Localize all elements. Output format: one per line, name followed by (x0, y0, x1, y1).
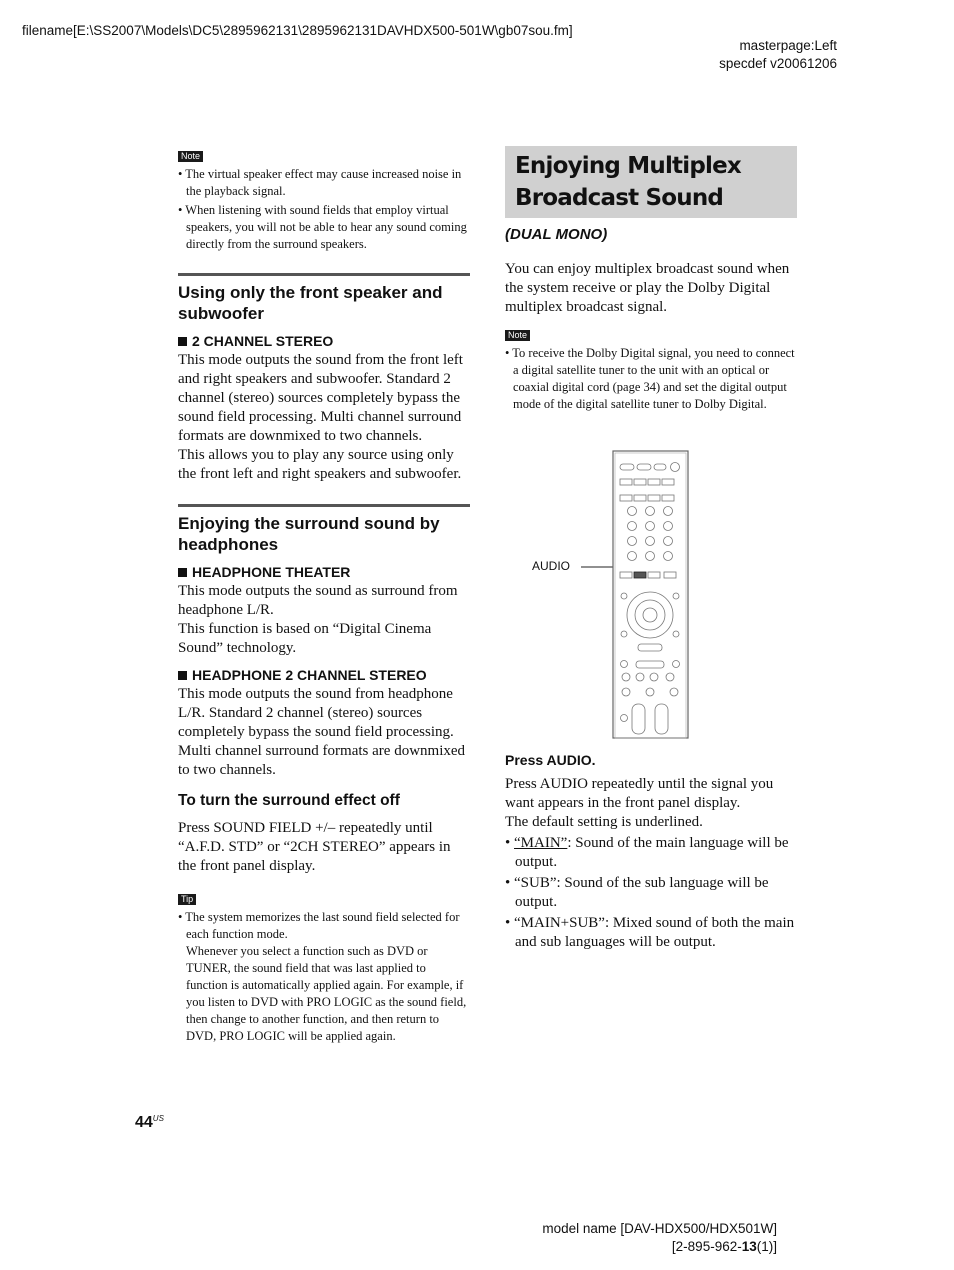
subsection-title-effect-off: To turn the surround effect off (178, 792, 400, 809)
instructions (505, 751, 797, 952)
model-name: model name [DAV-HDX500/HDX501W] (542, 1221, 777, 1236)
note-badge: Note (505, 330, 530, 341)
list-item: • “MAIN”: Sound of the main language will be output. (505, 835, 789, 870)
list-item: • “SUB”: Sound of the sub language will be output. (505, 875, 769, 910)
list-item: • “MAIN+SUB”: Mixed sound of both the main and sub languages will be output. (505, 915, 795, 950)
paragraph: This mode outputs the sound as surround from headphone L/R. (178, 583, 458, 618)
specdef-label: specdef v20061206 (719, 56, 837, 71)
default-option: “MAIN” (514, 835, 568, 851)
doc-code: [2-895-962-13(1)] (671, 1239, 777, 1254)
paragraph: The default setting is underlined. (505, 814, 703, 830)
audio-callout-label: AUDIO (532, 559, 571, 573)
title-line: Broadcast Sound (515, 185, 724, 211)
audio-options-list (505, 834, 797, 952)
title-line: Enjoying Multiplex (515, 153, 741, 179)
section-rule (178, 504, 470, 507)
square-bullet-icon (178, 337, 187, 346)
tip-body (178, 909, 470, 1045)
paragraph: This mode outputs the sound from the front left and right speakers and subwoofer. Standard 2 channel (stereo) sources completely bypass the sound field processing. Multi channel surround formats are downmixed to two channels. (178, 352, 463, 444)
left-column (178, 146, 470, 1045)
note-item: • To receive the Dolby Digital signal, you need to connect a digital satellite tuner to the unit with an optical or coaxial digital cord (page 34) and set the digital output mode of the digital satellite tuner to Dolby Digital. (505, 346, 795, 411)
page-title (505, 146, 797, 218)
paragraph: This allows you to play any source using only the front left and right speakers and subwoofer. (178, 447, 462, 482)
note-item: • When listening with sound fields that employ virtual speakers, you will not be able to hear any sound coming directly from the surround speakers. (178, 203, 467, 251)
subheading-2ch-stereo: 2 CHANNEL STEREO (178, 332, 470, 350)
section-title-front-speaker: Using only the front speaker and subwoofer (178, 283, 443, 323)
step-press-audio: Press AUDIO. (505, 752, 596, 768)
paragraph: This mode outputs the sound from headphone L/R. Standard 2 channel (stereo) sources completely bypass the sound field processing. Multi channel surround formats are downmixed to two channels. (178, 686, 466, 778)
right-column (505, 146, 797, 413)
paragraph: Press AUDIO repeatedly until the signal you want appears in the front panel display. (505, 776, 774, 811)
square-bullet-icon (178, 671, 187, 680)
square-bullet-icon (178, 568, 187, 577)
section-rule (178, 273, 470, 276)
tip-badge: Tip (178, 894, 196, 905)
section-title-headphones: Enjoying the surround sound by headphones (178, 514, 440, 554)
subheading-headphone-theater: HEADPHONE THEATER (178, 563, 470, 581)
tip-item: • The system memorizes the last sound field selected for each function mode. (178, 910, 460, 941)
masterpage-header (719, 37, 837, 73)
remote-control-illustration (576, 448, 692, 740)
audio-button-highlight (634, 572, 646, 578)
page-number: $44^{US}$ (135, 1114, 164, 1131)
masterpage-label: masterpage:Left (739, 38, 837, 53)
note-badge: Note (178, 151, 203, 162)
model-footer (542, 1220, 777, 1256)
paragraph: Press SOUND FIELD +/– repeatedly until “A.F.D. STD” or “2CH STEREO” appears in the front panel display. (178, 820, 451, 874)
note-list (178, 166, 470, 253)
subheading-headphone-2ch: HEADPHONE 2 CHANNEL STEREO (178, 666, 470, 684)
note-item: • The virtual speaker effect may cause increased noise in the playback signal. (178, 167, 462, 198)
paragraph: This function is based on “Digital Cinema Sound” technology. (178, 621, 432, 656)
filename-header: filename[E:\SS2007\Models\DC5\2895962131\2895962131DAVHDX500-501W\gb07sou.fm] (22, 23, 573, 38)
paragraph: You can enjoy multiplex broadcast sound when the system receive or play the Dolby Digital multiplex broadcast signal. (505, 261, 790, 315)
page-subtitle: (DUAL MONO) (505, 226, 608, 243)
tip-continuation: Whenever you select a function such as DVD or TUNER, the sound field that was last applied to function is automatically applied again. For example, if you listen to DVD with PRO LOGIC as the sound field, then change to another function, and then return to DVD, PRO LOGIC will be applied again. (186, 944, 467, 1043)
